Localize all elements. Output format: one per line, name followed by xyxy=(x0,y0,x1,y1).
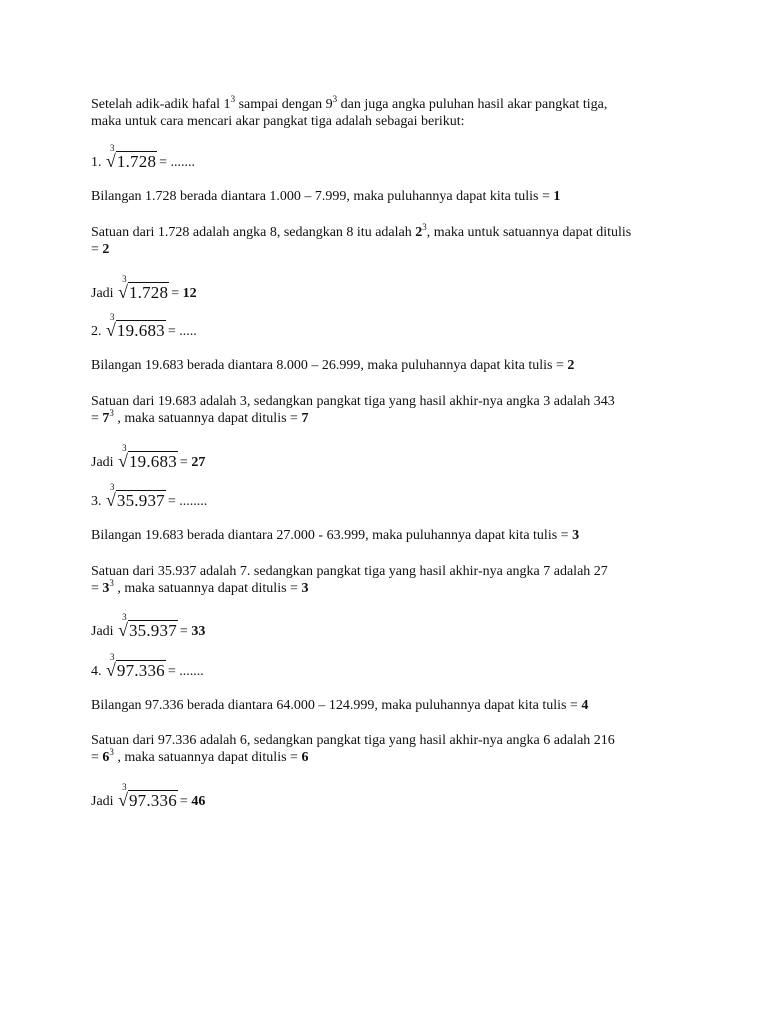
answer-placeholder: = ..... xyxy=(167,324,197,339)
result-value: 27 xyxy=(191,455,206,470)
units-equals: = xyxy=(91,750,103,765)
range-text: Bilangan 1.728 berada diantara 1.000 – 7.999, maka puluhannya dapat kita tulis = xyxy=(91,189,554,204)
result-label: Jadi xyxy=(91,794,118,809)
result-equals: = xyxy=(179,624,192,639)
example-4-range xyxy=(91,697,681,714)
units-digit: 3 xyxy=(301,581,309,596)
tens-digit: 2 xyxy=(567,358,575,373)
result-label: Jadi xyxy=(91,455,118,470)
radical-sign: √ xyxy=(106,660,116,680)
result-equals: = xyxy=(171,286,183,301)
example-1-result xyxy=(91,274,681,302)
units-text-continued: , maka untuk satuannya dapat ditulis xyxy=(426,225,632,240)
root-index: 3 xyxy=(110,312,115,322)
result-label: Jadi xyxy=(91,286,118,301)
radicand: 35.937 xyxy=(116,491,165,510)
intro-text-1: Setelah adik-adik hafal 1 xyxy=(91,97,231,112)
cube-exponent: 3 xyxy=(109,408,114,418)
intro-superscript-1: 3 xyxy=(230,94,236,104)
radical-sign: √ xyxy=(106,320,116,340)
range-text: Bilangan 97.336 berada diantara 64.000 – 124.999, maka puluhannya dapat kita tulis = xyxy=(91,698,582,713)
units-digit: 7 xyxy=(301,411,309,426)
example-number: 2. xyxy=(91,324,105,339)
result-value: 12 xyxy=(182,286,197,301)
example-2-range xyxy=(91,357,681,374)
radical-sign: √ xyxy=(118,620,128,640)
radical-sign: √ xyxy=(106,151,116,171)
root-index: 3 xyxy=(122,274,127,284)
units-text: Satuan dari 1.728 adalah angka 8, sedangkan 8 itu adalah xyxy=(91,225,416,240)
tens-digit: 3 xyxy=(572,528,580,543)
example-4-question xyxy=(91,652,681,680)
root-index: 3 xyxy=(122,782,127,792)
range-text: Bilangan 19.683 berada diantara 27.000 - 63.999, maka puluhannya dapat kita tulis = xyxy=(91,528,573,543)
cube-base: 7 xyxy=(102,411,110,426)
example-1-range xyxy=(91,188,681,205)
example-2-units xyxy=(91,393,681,427)
units-text-continued: , maka satuannya dapat ditulis = xyxy=(113,581,302,596)
result-equals: = xyxy=(179,794,192,809)
root-index: 3 xyxy=(122,612,127,622)
cube-root-expression xyxy=(106,312,166,340)
units-text-continued: , maka satuannya dapat ditulis = xyxy=(113,411,302,426)
units-equals: = xyxy=(91,581,103,596)
cube-root-expression xyxy=(118,443,178,471)
cube-base: 2 xyxy=(415,225,423,240)
cube-root-expression xyxy=(118,274,169,302)
cube-exponent: 3 xyxy=(109,578,114,588)
radical-sign: √ xyxy=(118,790,128,810)
example-number: 4. xyxy=(91,664,105,679)
root-index: 3 xyxy=(110,143,115,153)
intro-text-2: sampai dengan 9 xyxy=(235,97,333,112)
cube-base: 3 xyxy=(102,581,110,596)
example-3-result xyxy=(91,612,681,640)
cube-root-expression xyxy=(118,612,178,640)
radical-sign: √ xyxy=(118,451,128,471)
tens-digit: 1 xyxy=(553,189,561,204)
cube-exponent: 3 xyxy=(109,747,114,757)
example-number: 1. xyxy=(91,155,105,170)
cube-root-expression xyxy=(118,782,178,810)
root-index: 3 xyxy=(122,443,127,453)
radicand: 1.728 xyxy=(116,152,157,171)
root-index: 3 xyxy=(110,652,115,662)
answer-placeholder: = ........ xyxy=(167,494,208,509)
example-3-question xyxy=(91,482,681,510)
units-digit: 2 xyxy=(102,242,110,257)
root-index: 3 xyxy=(110,482,115,492)
cube-exponent: 3 xyxy=(422,222,427,232)
cube-root-expression xyxy=(106,652,166,680)
radicand: 1.728 xyxy=(128,283,169,302)
example-2-result xyxy=(91,443,681,471)
intro-superscript-2: 3 xyxy=(332,94,338,104)
tens-digit: 4 xyxy=(581,698,589,713)
result-equals: = xyxy=(179,455,192,470)
example-4-units xyxy=(91,732,681,766)
example-3-units xyxy=(91,563,681,597)
radical-sign: √ xyxy=(106,490,116,510)
intro-paragraph xyxy=(91,96,681,130)
units-digit: 6 xyxy=(301,750,309,765)
radicand: 97.336 xyxy=(116,661,165,680)
units-equals: = xyxy=(91,242,103,257)
answer-placeholder: = ....... xyxy=(159,155,196,170)
example-4-result xyxy=(91,782,681,810)
answer-placeholder: = ....... xyxy=(167,664,204,679)
radicand: 19.683 xyxy=(116,321,165,340)
units-text: Satuan dari 97.336 adalah 6, sedangkan pangkat tiga yang hasil akhir-nya angka 6 adalah 216 xyxy=(91,733,615,748)
range-text: Bilangan 19.683 berada diantara 8.000 – 26.999, maka puluhannya dapat kita tulis = xyxy=(91,358,568,373)
units-equals: = xyxy=(91,411,103,426)
result-value: 46 xyxy=(191,794,206,809)
example-2-question xyxy=(91,312,681,340)
example-number: 3. xyxy=(91,494,105,509)
units-text: Satuan dari 19.683 adalah 3, sedangkan pangkat tiga yang hasil akhir-nya angka 3 adalah 343 xyxy=(91,394,615,409)
units-text-continued: , maka satuannya dapat ditulis = xyxy=(113,750,302,765)
intro-text-3: dan juga angka puluhan hasil akar pangkat tiga, xyxy=(337,97,608,112)
example-1-units xyxy=(91,224,681,258)
cube-base: 6 xyxy=(102,750,110,765)
result-value: 33 xyxy=(191,624,206,639)
units-text: Satuan dari 35.937 adalah 7. sedangkan pangkat tiga yang hasil akhir-nya angka 7 adalah 27 xyxy=(91,564,608,579)
cube-root-expression xyxy=(106,482,166,510)
example-3-range xyxy=(91,527,681,544)
intro-text-line-2: maka untuk cara mencari akar pangkat tiga adalah sebagai berikut: xyxy=(91,114,465,129)
radical-sign: √ xyxy=(118,282,128,302)
radicand: 35.937 xyxy=(128,621,177,640)
radicand: 19.683 xyxy=(128,452,177,471)
result-label: Jadi xyxy=(91,624,118,639)
radicand: 97.336 xyxy=(128,791,177,810)
cube-root-expression xyxy=(106,143,157,171)
example-1-question xyxy=(91,143,681,171)
